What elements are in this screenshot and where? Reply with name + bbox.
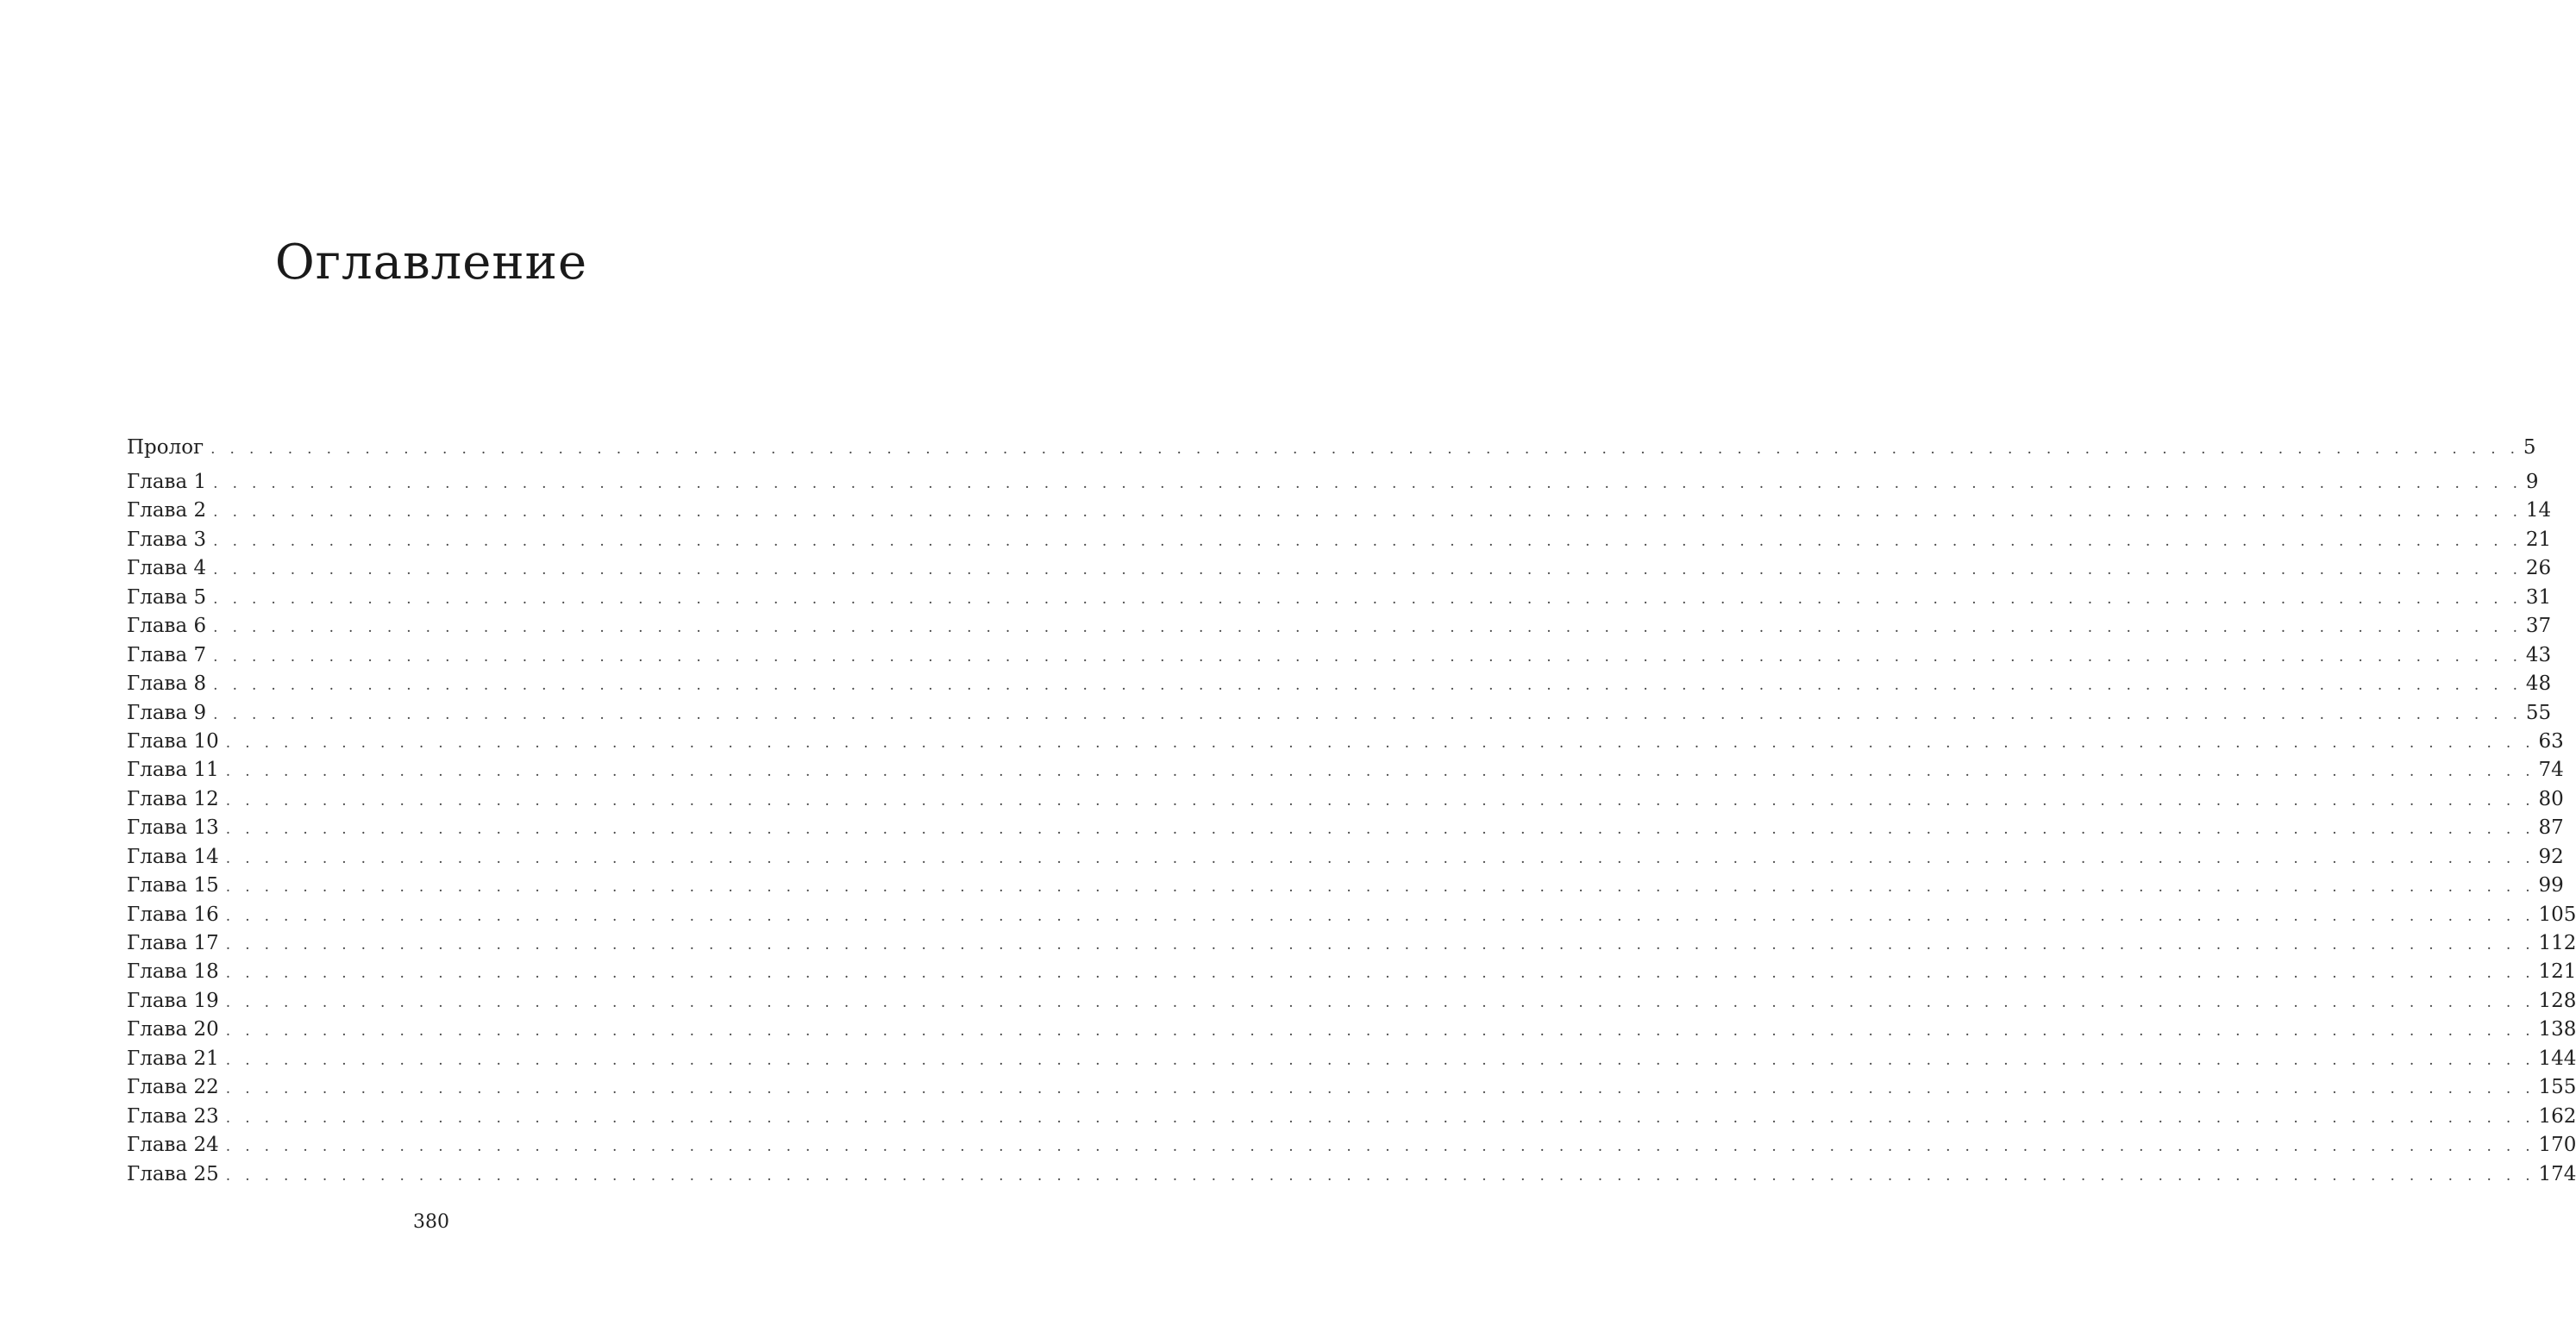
toc-entry-page: 99 [2538, 874, 2564, 897]
toc-entry-label: Глава 7 [127, 643, 207, 666]
dot-leader: . . . . . . . . . . . . . . . . . . . . . . . . . . . . . . . . . . . . . . . . . . . . . . . . . . . . . . . . . . . . . . . . . . . . . . . . . . . . . . . . . . . . . . . . . . . . . . . . . . . . . . . . . . . . . . . . . . . . . . . . [225, 849, 2535, 867]
dot-leader: . . . . . . . . . . . . . . . . . . . . . . . . . . . . . . . . . . . . . . . . . . . . . . . . . . . . . . . . . . . . . . . . . . . . . . . . . . . . . . . . . . . . . . . . . . . . . . . . . . . . . . . . . . . . . . . . . . . . . . . . [213, 619, 2523, 637]
toc-entry [127, 699, 2552, 728]
dot-leader: . . . . . . . . . . . . . . . . . . . . . . . . . . . . . . . . . . . . . . . . . . . . . . . . . . . . . . . . . . . . . . . . . . . . . . . . . . . . . . . . . . . . . . . . . . . . . . . . . . . . . . . . . . . . . . . . . . . . . . . . [225, 878, 2535, 897]
toc-entry [127, 843, 2564, 872]
dot-leader: . . . . . . . . . . . . . . . . . . . . . . . . . . . . . . . . . . . . . . . . . . . . . . . . . . . . . . . . . . . . . . . . . . . . . . . . . . . . . . . . . . . . . . . . . . . . . . . . . . . . . . . . . . . . . . . . . . . . . . . . [213, 590, 2523, 608]
toc-entry-label: Пролог [127, 436, 204, 459]
page-number: 380 [413, 1211, 449, 1233]
toc-entry-label: Глава 15 [127, 874, 219, 897]
toc-entry-label: Глава 11 [127, 759, 219, 782]
dot-leader: . . . . . . . . . . . . . . . . . . . . . . . . . . . . . . . . . . . . . . . . . . . . . . . . . . . . . . . . . . . . . . . . . . . . . . . . . . . . . . . . . . . . . . . . . . . . . . . . . . . . . . . . . . . . . . . . . . . . . . . . [225, 1109, 2535, 1127]
dot-leader: . . . . . . . . . . . . . . . . . . . . . . . . . . . . . . . . . . . . . . . . . . . . . . . . . . . . . . . . . . . . . . . . . . . . . . . . . . . . . . . . . . . . . . . . . . . . . . . . . . . . . . . . . . . . . . . . . . . . . . . . [225, 1166, 2535, 1185]
toc-entry-label: Глава 22 [127, 1076, 219, 1099]
toc-entry-label: Глава 17 [127, 932, 219, 954]
toc-entry [127, 554, 2552, 583]
toc-entry [127, 497, 2552, 525]
dot-leader: . . . . . . . . . . . . . . . . . . . . . . . . . . . . . . . . . . . . . . . . . . . . . . . . . . . . . . . . . . . . . . . . . . . . . . . . . . . . . . . . . . . . . . . . . . . . . . . . . . . . . . . . . . . . . . . . . . . . . . . . [225, 1022, 2535, 1041]
dot-leader: . . . . . . . . . . . . . . . . . . . . . . . . . . . . . . . . . . . . . . . . . . . . . . . . . . . . . . . . . . . . . . . . . . . . . . . . . . . . . . . . . . . . . . . . . . . . . . . . . . . . . . . . . . . . . . . . . . . . . . . . [213, 647, 2523, 666]
dot-leader: . . . . . . . . . . . . . . . . . . . . . . . . . . . . . . . . . . . . . . . . . . . . . . . . . . . . . . . . . . . . . . . . . . . . . . . . . . . . . . . . . . . . . . . . . . . . . . . . . . . . . . . . . . . . . . . . . . . . . . . . [225, 1051, 2535, 1069]
dot-leader: . . . . . . . . . . . . . . . . . . . . . . . . . . . . . . . . . . . . . . . . . . . . . . . . . . . . . . . . . . . . . . . . . . . . . . . . . . . . . . . . . . . . . . . . . . . . . . . . . . . . . . . . . . . . . . . . . . . . . . . . [225, 993, 2535, 1011]
toc-entry [127, 785, 2564, 814]
toc-entry-page: 121 [2538, 960, 2576, 984]
toc-entry-page: 87 [2538, 816, 2564, 840]
toc-entry [127, 1131, 2576, 1160]
toc-entry-label: Глава 16 [127, 903, 219, 926]
dot-leader: . . . . . . . . . . . . . . . . . . . . . . . . . . . . . . . . . . . . . . . . . . . . . . . . . . . . . . . . . . . . . . . . . . . . . . . . . . . . . . . . . . . . . . . . . . . . . . . . . . . . . . . . . . . . . . . . . . . . . . . . [213, 561, 2523, 579]
toc-entry [127, 728, 2564, 756]
toc-entry-label: Глава 4 [127, 557, 207, 580]
toc-entry-page: 5 [2523, 436, 2536, 459]
dot-leader: . . . . . . . . . . . . . . . . . . . . . . . . . . . . . . . . . . . . . . . . . . . . . . . . . . . . . . . . . . . . . . . . . . . . . . . . . . . . . . . . . . . . . . . . . . . . . . . . . . . . . . . . . . . . . . . . . . . . . . . . [210, 441, 2520, 458]
toc-entry-page: 43 [2525, 643, 2552, 666]
dot-leader: . . . . . . . . . . . . . . . . . . . . . . . . . . . . . . . . . . . . . . . . . . . . . . . . . . . . . . . . . . . . . . . . . . . . . . . . . . . . . . . . . . . . . . . . . . . . . . . . . . . . . . . . . . . . . . . . . . . . . . . . [225, 907, 2535, 925]
toc-entry-page: 9 [2525, 471, 2539, 493]
dot-leader: . . . . . . . . . . . . . . . . . . . . . . . . . . . . . . . . . . . . . . . . . . . . . . . . . . . . . . . . . . . . . . . . . . . . . . . . . . . . . . . . . . . . . . . . . . . . . . . . . . . . . . . . . . . . . . . . . . . . . . . . [213, 503, 2523, 522]
toc-entry-label: Глава 14 [127, 845, 219, 868]
toc-entry [127, 1103, 2576, 1131]
toc-entry-page: 21 [2525, 528, 2552, 551]
toc-entry-page: 55 [2525, 701, 2552, 724]
toc-entry [127, 1160, 2576, 1189]
table-of-contents [127, 434, 2576, 1189]
dot-leader: . . . . . . . . . . . . . . . . . . . . . . . . . . . . . . . . . . . . . . . . . . . . . . . . . . . . . . . . . . . . . . . . . . . . . . . . . . . . . . . . . . . . . . . . . . . . . . . . . . . . . . . . . . . . . . . . . . . . . . . . [225, 791, 2535, 810]
page-title: Оглавление [274, 234, 588, 291]
toc-entry-label: Глава 24 [127, 1134, 219, 1157]
toc-entry [127, 670, 2552, 698]
toc-entry [127, 1045, 2576, 1073]
toc-entry-page: 80 [2538, 787, 2564, 810]
toc-entry-label: Глава 6 [127, 615, 207, 638]
toc-entry-page: 162 [2538, 1104, 2576, 1128]
toc-entry-page: 14 [2525, 499, 2552, 522]
toc-entry-page: 170 [2538, 1134, 2576, 1157]
toc-entry [127, 584, 2552, 612]
dot-leader: . . . . . . . . . . . . . . . . . . . . . . . . . . . . . . . . . . . . . . . . . . . . . . . . . . . . . . . . . . . . . . . . . . . . . . . . . . . . . . . . . . . . . . . . . . . . . . . . . . . . . . . . . . . . . . . . . . . . . . . . [213, 532, 2523, 550]
toc-entry-page: 112 [2538, 932, 2576, 954]
toc-entry-page: 37 [2525, 615, 2552, 638]
toc-entry [127, 1073, 2576, 1102]
dot-leader: . . . . . . . . . . . . . . . . . . . . . . . . . . . . . . . . . . . . . . . . . . . . . . . . . . . . . . . . . . . . . . . . . . . . . . . . . . . . . . . . . . . . . . . . . . . . . . . . . . . . . . . . . . . . . . . . . . . . . . . . [213, 475, 2523, 492]
toc-entry [127, 814, 2564, 842]
dot-leader: . . . . . . . . . . . . . . . . . . . . . . . . . . . . . . . . . . . . . . . . . . . . . . . . . . . . . . . . . . . . . . . . . . . . . . . . . . . . . . . . . . . . . . . . . . . . . . . . . . . . . . . . . . . . . . . . . . . . . . . . [225, 734, 2535, 752]
dot-leader: . . . . . . . . . . . . . . . . . . . . . . . . . . . . . . . . . . . . . . . . . . . . . . . . . . . . . . . . . . . . . . . . . . . . . . . . . . . . . . . . . . . . . . . . . . . . . . . . . . . . . . . . . . . . . . . . . . . . . . . . [225, 1138, 2535, 1156]
toc-entry-page: 105 [2538, 903, 2576, 926]
toc-entry [127, 468, 2539, 497]
dot-leader: . . . . . . . . . . . . . . . . . . . . . . . . . . . . . . . . . . . . . . . . . . . . . . . . . . . . . . . . . . . . . . . . . . . . . . . . . . . . . . . . . . . . . . . . . . . . . . . . . . . . . . . . . . . . . . . . . . . . . . . . [225, 821, 2535, 839]
toc-entry-label: Глава 13 [127, 816, 219, 840]
toc-entry-label: Глава 23 [127, 1104, 219, 1128]
toc-entry-label: Глава 9 [127, 701, 207, 724]
toc-entry-label: Глава 10 [127, 729, 219, 753]
toc-entry-label: Глава 5 [127, 585, 207, 609]
toc-entry-page: 48 [2525, 672, 2552, 696]
toc-entry-label: Глава 12 [127, 787, 219, 810]
toc-entry-label: Глава 25 [127, 1162, 219, 1185]
toc-entry-label: Глава 20 [127, 1018, 219, 1041]
toc-entry-label: Глава 1 [127, 471, 207, 493]
toc-entry-page: 144 [2538, 1047, 2576, 1070]
dot-leader: . . . . . . . . . . . . . . . . . . . . . . . . . . . . . . . . . . . . . . . . . . . . . . . . . . . . . . . . . . . . . . . . . . . . . . . . . . . . . . . . . . . . . . . . . . . . . . . . . . . . . . . . . . . . . . . . . . . . . . . . [225, 1080, 2535, 1098]
toc-entry-label: Глава 8 [127, 672, 207, 696]
dot-leader: . . . . . . . . . . . . . . . . . . . . . . . . . . . . . . . . . . . . . . . . . . . . . . . . . . . . . . . . . . . . . . . . . . . . . . . . . . . . . . . . . . . . . . . . . . . . . . . . . . . . . . . . . . . . . . . . . . . . . . . . [213, 705, 2523, 723]
toc-entry [127, 901, 2576, 929]
toc-entry [127, 434, 2536, 468]
toc-entry-label: Глава 2 [127, 499, 207, 522]
toc-entry-label: Глава 3 [127, 528, 207, 551]
toc-entry-label: Глава 19 [127, 989, 219, 1012]
toc-entry [127, 872, 2564, 900]
toc-entry [127, 929, 2576, 958]
toc-entry-page: 155 [2538, 1076, 2576, 1099]
dot-leader: . . . . . . . . . . . . . . . . . . . . . . . . . . . . . . . . . . . . . . . . . . . . . . . . . . . . . . . . . . . . . . . . . . . . . . . . . . . . . . . . . . . . . . . . . . . . . . . . . . . . . . . . . . . . . . . . . . . . . . . . [225, 965, 2535, 983]
toc-entry [127, 987, 2576, 1016]
toc-entry-page: 138 [2538, 1018, 2576, 1041]
toc-entry-page: 92 [2538, 845, 2564, 868]
toc-entry-label: Глава 18 [127, 960, 219, 984]
toc-entry [127, 641, 2552, 670]
toc-entry [127, 1016, 2576, 1044]
toc-entry-page: 174 [2538, 1162, 2576, 1185]
toc-entry-label: Глава 21 [127, 1047, 219, 1070]
toc-entry [127, 526, 2552, 554]
toc-entry-page: 63 [2538, 729, 2564, 753]
toc-entry [127, 958, 2576, 986]
dot-leader: . . . . . . . . . . . . . . . . . . . . . . . . . . . . . . . . . . . . . . . . . . . . . . . . . . . . . . . . . . . . . . . . . . . . . . . . . . . . . . . . . . . . . . . . . . . . . . . . . . . . . . . . . . . . . . . . . . . . . . . . [225, 763, 2535, 781]
dot-leader: . . . . . . . . . . . . . . . . . . . . . . . . . . . . . . . . . . . . . . . . . . . . . . . . . . . . . . . . . . . . . . . . . . . . . . . . . . . . . . . . . . . . . . . . . . . . . . . . . . . . . . . . . . . . . . . . . . . . . . . . [213, 677, 2523, 695]
toc-entry-page: 31 [2525, 585, 2552, 609]
toc-entry-page: 26 [2525, 557, 2552, 580]
toc-entry-page: 74 [2538, 759, 2564, 782]
toc-entry [127, 756, 2564, 785]
toc-entry-page: 128 [2538, 989, 2576, 1012]
dot-leader: . . . . . . . . . . . . . . . . . . . . . . . . . . . . . . . . . . . . . . . . . . . . . . . . . . . . . . . . . . . . . . . . . . . . . . . . . . . . . . . . . . . . . . . . . . . . . . . . . . . . . . . . . . . . . . . . . . . . . . . . [225, 936, 2535, 953]
toc-entry [127, 612, 2552, 641]
